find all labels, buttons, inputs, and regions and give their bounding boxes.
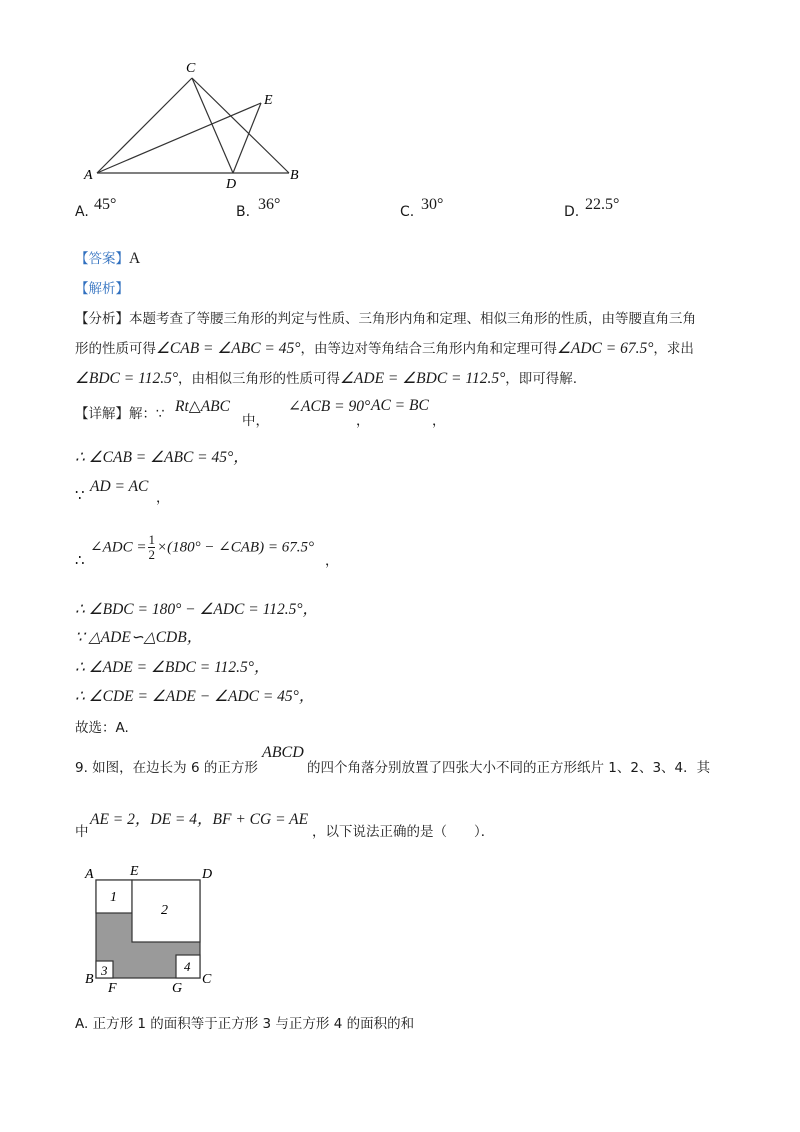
- option-a-letter[interactable]: A.: [75, 204, 89, 220]
- detail-step-7: [75, 684, 314, 706]
- segment-ac: [97, 78, 192, 173]
- segment-cd: [192, 78, 233, 173]
- q9-text-c: 中: [75, 824, 89, 840]
- square-3-label: 3: [101, 963, 108, 978]
- detail-step-3-right: ×(180° − ∠CAB) = 67.5°: [156, 539, 314, 556]
- answer-tag: 【答案】: [75, 251, 129, 267]
- analysis-tag: 【解析】: [75, 281, 129, 297]
- triangle-figure: [80, 55, 320, 190]
- analysis-line-2: [75, 337, 694, 358]
- detail-step-6: [75, 655, 270, 677]
- q9-text-d: ，以下说法正确的是（ ）．: [312, 824, 495, 840]
- segment-ae: [97, 103, 261, 173]
- analysis-text-3a: ，由相似三角形的性质可得: [178, 371, 341, 387]
- option-d-value: 22.5°: [585, 196, 620, 213]
- option-c-letter[interactable]: C.: [400, 204, 415, 220]
- analysis-text-1: 本题考查了等腰三角形的判定与性质、三角形内角和定理、相似三角形的性质，由等腰直角三角: [129, 311, 696, 327]
- detail-step-2-end: ，: [156, 490, 170, 506]
- detail-rt-triangle: Rt△ABC: [175, 398, 230, 415]
- analysis-formula-4: ∠ADE = ∠BDC = 112.5°: [340, 370, 506, 387]
- q9-text-b: 的四个角落分别放置了四张大小不同的正方形纸片 1、2、3、4．其: [307, 760, 711, 776]
- detail-step-6-text: ∴ ∠ADE = ∠BDC = 112.5°，: [75, 659, 270, 676]
- detail-zhong: 中，: [242, 413, 269, 429]
- label-g2: G: [172, 981, 183, 993]
- detail-step-4-text: ∴ ∠BDC = 180° − ∠ADC = 112.5°，: [75, 601, 319, 618]
- detail-conclusion: [75, 716, 129, 736]
- fraction-numerator: 1: [148, 532, 155, 547]
- fraction-half: [148, 533, 155, 562]
- answer-line: [75, 247, 140, 268]
- detail-line-1: [75, 402, 165, 422]
- detail-sep: ，: [356, 413, 370, 429]
- label-e2: E: [130, 864, 139, 879]
- option-c-value: 30°: [421, 196, 444, 213]
- detail-conclusion-text: 故选：A.: [75, 720, 129, 736]
- analysis-text-2a: 形的性质可得: [75, 341, 156, 357]
- q9-option-a-text: A. 正方形 1 的面积等于正方形 3 与正方形 4 的面积的和: [75, 1016, 415, 1032]
- segment-cb: [192, 78, 289, 173]
- analysis-text-3b: ，即可得解.: [505, 371, 578, 387]
- option-b-value: 36°: [258, 196, 281, 213]
- label-d2: D: [202, 867, 213, 882]
- analysis-heading: [75, 277, 129, 297]
- label-a: A: [84, 168, 93, 183]
- q9-square-name: ABCD: [262, 744, 304, 761]
- detail-formula-acbc: AC = BC: [371, 397, 429, 414]
- square-2-label: 2: [161, 903, 168, 918]
- detail-step-3-end: ，: [325, 553, 339, 569]
- because-symbol: ∵: [75, 486, 85, 504]
- detail-step-5: [75, 625, 202, 647]
- detail-step-3-left: ∠ADC =: [90, 539, 147, 556]
- detail-step-7-text: ∴ ∠CDE = ∠ADE − ∠ADC = 45°，: [75, 688, 315, 705]
- detail-tag: 【详解】: [75, 406, 129, 422]
- analysis-formula-2: ∠ADC = 67.5°: [556, 340, 654, 357]
- label-e: E: [264, 93, 273, 108]
- detail-step-2-formula: AD = AC: [90, 478, 149, 495]
- label-a2: A: [85, 867, 94, 882]
- detail-step-1: [75, 445, 249, 467]
- square-figure: [80, 858, 230, 993]
- detail-formula-acb: ∠ACB = 90°: [288, 398, 371, 415]
- option-b-letter[interactable]: B.: [236, 204, 251, 220]
- analysis-text-2b: ，由等边对等角结合三角形内角和定理可得: [300, 341, 557, 357]
- q9-option-a[interactable]: [75, 1012, 414, 1032]
- analysis-line-3: [75, 367, 577, 388]
- detail-end: ，: [432, 413, 446, 429]
- therefore-symbol: ∴: [75, 551, 85, 569]
- label-b2: B: [85, 972, 94, 987]
- analysis-formula-1: ∠CAB = ∠ABC = 45°: [156, 340, 301, 357]
- analysis-formula-3: ∠BDC = 112.5°: [75, 370, 179, 387]
- detail-step-1-text: ∴ ∠CAB = ∠ABC = 45°，: [75, 449, 249, 466]
- option-d-letter[interactable]: D.: [564, 204, 580, 220]
- analysis-line-1: [75, 307, 696, 327]
- detail-step-3-formula: [90, 533, 314, 562]
- square-1-label: 1: [110, 890, 117, 905]
- answer-value: A: [129, 250, 141, 267]
- label-f2: F: [108, 981, 117, 993]
- detail-step-5-text: ∵ △ADE∽△CDB，: [75, 629, 203, 646]
- fraction-denominator: 2: [148, 547, 155, 562]
- square-4-label: 4: [184, 959, 191, 974]
- label-c: C: [186, 61, 196, 76]
- label-d: D: [226, 177, 237, 190]
- option-a-value: 45°: [94, 196, 117, 213]
- detail-step-4: [75, 597, 318, 619]
- q9-condition: AE = 2，DE = 4，BF + CG = AE: [90, 811, 309, 828]
- analysis-label: 【分析】: [75, 311, 129, 327]
- detail-intro: 解：∵: [129, 406, 165, 422]
- label-b: B: [290, 168, 299, 183]
- label-c2: C: [202, 972, 212, 987]
- q9-text-a: 9. 如图，在边长为 6 的正方形: [75, 760, 258, 776]
- analysis-text-2c: ，求出: [653, 341, 694, 357]
